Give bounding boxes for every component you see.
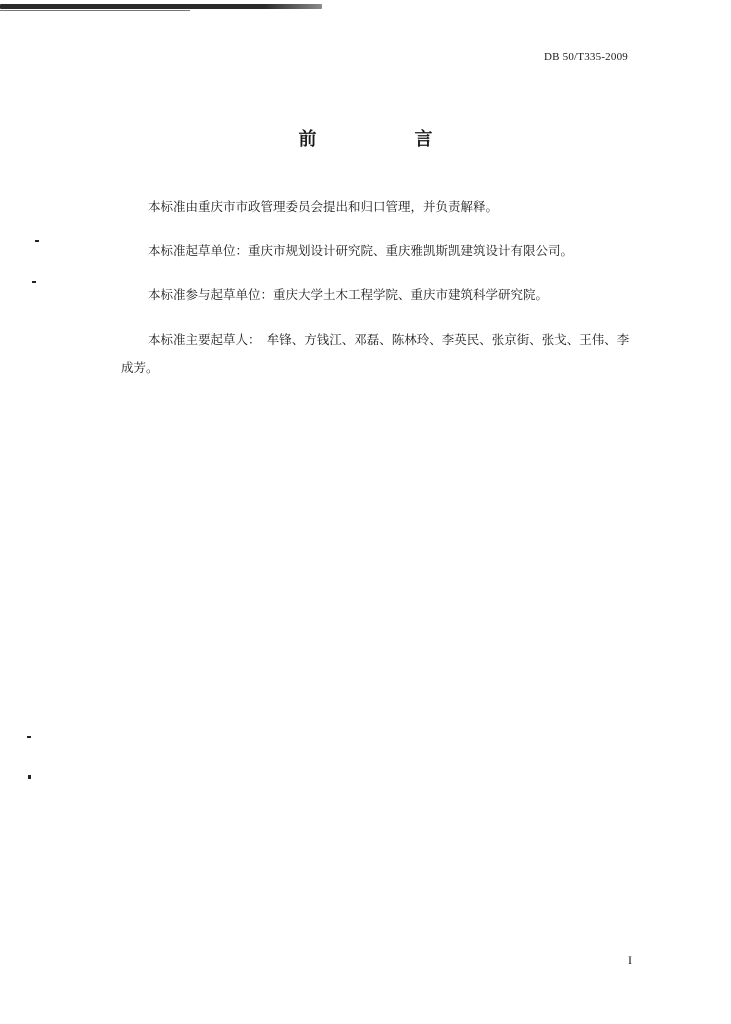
paragraph-participating-units: 本标准参与起草单位：重庆大学土木工程学院、重庆市建筑科学研究院。	[148, 287, 549, 302]
scan-speck	[35, 240, 39, 242]
scan-speck	[32, 281, 36, 283]
document-code: DB 50/T335-2009	[544, 51, 628, 63]
paragraph-drafting-units: 本标准起草单位：重庆市规划设计研究院、重庆雅凯斯凯建筑设计有限公司。	[148, 243, 574, 258]
paragraph-main-drafters: 本标准主要起草人： 牟锋、方钱江、邓磊、陈林玲、李英民、张京街、张戈、王伟、李成芳。	[121, 332, 630, 375]
page-title: 前 言	[298, 129, 473, 150]
paragraph-responsibility: 本标准由重庆市市政管理委员会提出和归口管理，并负责解释。	[148, 199, 499, 214]
scan-edge-bar	[0, 4, 322, 9]
scan-speck	[27, 736, 31, 738]
page-number: I	[628, 953, 632, 967]
scan-edge-line	[0, 10, 190, 11]
scan-speck	[28, 775, 31, 779]
